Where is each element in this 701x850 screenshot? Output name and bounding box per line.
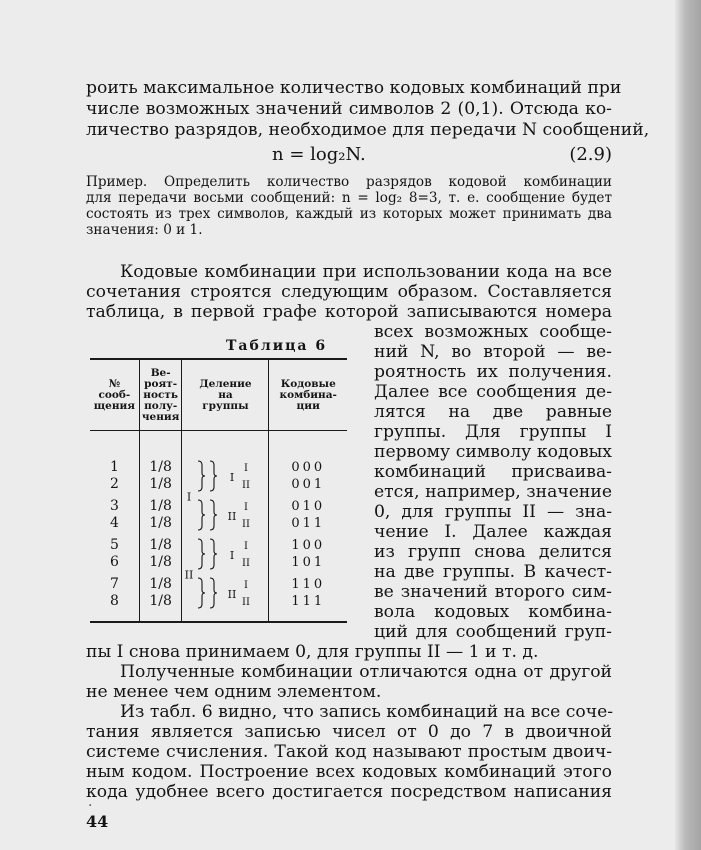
para1-wrap-2: ний N, во второй — ве- <box>374 342 612 362</box>
group-brace-level2 <box>198 461 205 491</box>
group-level3-label: I <box>244 541 249 552</box>
para1-wrap-1: всех возможных сообще- <box>374 322 612 342</box>
header-code-combinations: Кодовые комбина- ции <box>269 359 347 431</box>
header-probability: Ве- роят- ность полу- чения <box>139 359 182 431</box>
numbers-list <box>91 459 138 610</box>
code-combination: 101 <box>291 555 326 570</box>
group-level3-label: II <box>242 597 251 608</box>
group-level2-label: II <box>228 510 237 523</box>
para3-line-2: тания является записью чисел от 0 до 7 в двоичной <box>86 722 612 742</box>
page-number: 44 <box>86 812 109 831</box>
example-line-3: состоять из трех символов, каждый из которых может принимать два <box>86 206 612 222</box>
probability-value: 1/8 <box>149 498 172 514</box>
para1-wrap-16: ций для сообщений груп- <box>374 622 612 642</box>
para1-last-line: пы I снова принимаем 0, для группы II — 1 и т. д. <box>86 642 539 662</box>
example-line-4: значения: 0 и 1. <box>86 222 203 238</box>
group-level3-label: II <box>242 519 251 530</box>
probabilities-list <box>141 459 181 610</box>
codes-list <box>270 459 346 610</box>
para3-line-3: системе счисления. Такой код называют простым двоич- <box>86 742 612 762</box>
probabilities-column <box>139 431 182 623</box>
para3-line-1: Из табл. 6 видно, что запись комбинаций на все соче- <box>120 702 614 722</box>
para2-line-2: не менее чем одним элементом. <box>86 682 382 702</box>
intro-line-1: роить максимальное количество кодовых комбинаций при <box>86 78 622 98</box>
para3-line-4: ным кодом. Построение всех кодовых комбинаций этого <box>86 762 612 782</box>
para1-wrap-7: первому символу кодовых <box>374 442 612 462</box>
formula-expression: n = log₂N. <box>272 144 366 165</box>
para1-line-2: сочетания строятся следующим образом. Составляется <box>86 282 612 302</box>
example-line-2: для передачи восьми сообщений: n = log₂ 8=3, т. е. сообщение будет <box>86 190 612 206</box>
group-level2-label: II <box>228 588 237 601</box>
group-level2-label: I <box>230 549 235 562</box>
example-text-1: Пример. Определить количество разрядов кодовой комбинации <box>86 174 612 190</box>
intro-line-3: личество разрядов, необходимое для передачи N сообщений, <box>86 120 650 140</box>
formula-number: (2.9) <box>569 144 612 165</box>
para1-wrap-3: роятность их получения. <box>374 362 612 382</box>
message-number: 5 <box>109 537 119 553</box>
para1-wrap-10: 0, для группы II — зна- <box>374 502 612 522</box>
para1-wrap-11: чение I. Далее каждая <box>374 522 612 542</box>
para2-line-1: Полученные комбинации отличаются одна от другой <box>120 662 612 682</box>
division-column <box>182 431 269 623</box>
group-level3-label: II <box>242 558 251 569</box>
message-number: 6 <box>109 554 119 570</box>
group-brace-level2 <box>198 500 205 530</box>
group-level3-label: II <box>242 480 251 491</box>
code-combination: 011 <box>291 516 326 531</box>
message-number: 3 <box>109 498 119 514</box>
table-body-row <box>90 431 347 623</box>
group-brace-level2 <box>198 539 205 569</box>
probability-value: 1/8 <box>149 593 172 609</box>
para1-wrap-13: на две группы. В качест- <box>374 562 612 582</box>
para1-line-3: таблица, в первой графе которой записываются номера <box>86 302 612 322</box>
group-brace-level3 <box>210 539 217 569</box>
group-brace-level3 <box>210 500 217 530</box>
group-division-diagram <box>182 431 268 621</box>
group-level1-label: II <box>185 568 194 582</box>
code-combination: 111 <box>291 594 326 609</box>
para1-wrap-15: вола кодовых комбина- <box>374 602 612 622</box>
para1-wrap-12: из групп снова делится <box>374 542 612 562</box>
code-combination: 010 <box>291 499 326 514</box>
message-number: 4 <box>109 515 119 531</box>
print-speck: · <box>88 798 93 814</box>
para1-wrap-5: лятся на две равные <box>374 402 612 422</box>
table-6 <box>90 358 347 623</box>
header-message-number: № сооб- щения <box>90 359 139 431</box>
group-level2-label: I <box>230 471 235 484</box>
group-brace-level3 <box>210 578 217 608</box>
group-level3-label: I <box>244 502 249 513</box>
group-level3-label: I <box>244 580 249 591</box>
para1-wrap-4: Далее все сообщения де- <box>374 382 612 402</box>
probability-value: 1/8 <box>149 476 172 492</box>
group-level1-label: I <box>187 490 192 504</box>
probability-value: 1/8 <box>149 537 172 553</box>
group-brace-level2 <box>198 578 205 608</box>
table-header-row <box>90 359 347 431</box>
numbers-column <box>90 431 139 623</box>
para1-line-1: Кодовые комбинации при использовании кода на все <box>120 262 612 282</box>
code-combination: 001 <box>291 477 326 492</box>
group-level3-label: I <box>244 463 249 474</box>
probability-value: 1/8 <box>149 576 172 592</box>
group-brace-level3 <box>210 461 217 491</box>
para1-wrap-8: комбинаций присваива- <box>374 462 612 482</box>
para3-line-5: кода удобнее всего достигается посредством написания <box>86 782 612 802</box>
intro-line-2: числе возможных значений символов 2 (0,1). Отсюда ко- <box>86 99 612 119</box>
message-number: 7 <box>109 576 119 592</box>
probability-value: 1/8 <box>149 515 172 531</box>
message-number: 1 <box>109 459 119 475</box>
page-edge-shadow <box>675 0 701 850</box>
code-combination: 100 <box>291 538 326 553</box>
message-number: 2 <box>109 476 119 492</box>
code-combination: 110 <box>291 577 326 592</box>
probability-value: 1/8 <box>149 554 172 570</box>
example-line-1 <box>86 174 612 190</box>
header-division: Деление на группы <box>182 359 269 431</box>
table-caption: Таблица 6 <box>226 338 328 354</box>
para1-wrap-9: ется, например, значение <box>374 482 612 502</box>
para1-wrap-6: группы. Для группы I <box>374 422 612 442</box>
probability-value: 1/8 <box>149 459 172 475</box>
codes-column <box>269 431 347 623</box>
message-number: 8 <box>109 593 119 609</box>
para1-wrap-14: ве значений второго сим- <box>374 582 612 602</box>
code-combination: 000 <box>291 460 326 475</box>
